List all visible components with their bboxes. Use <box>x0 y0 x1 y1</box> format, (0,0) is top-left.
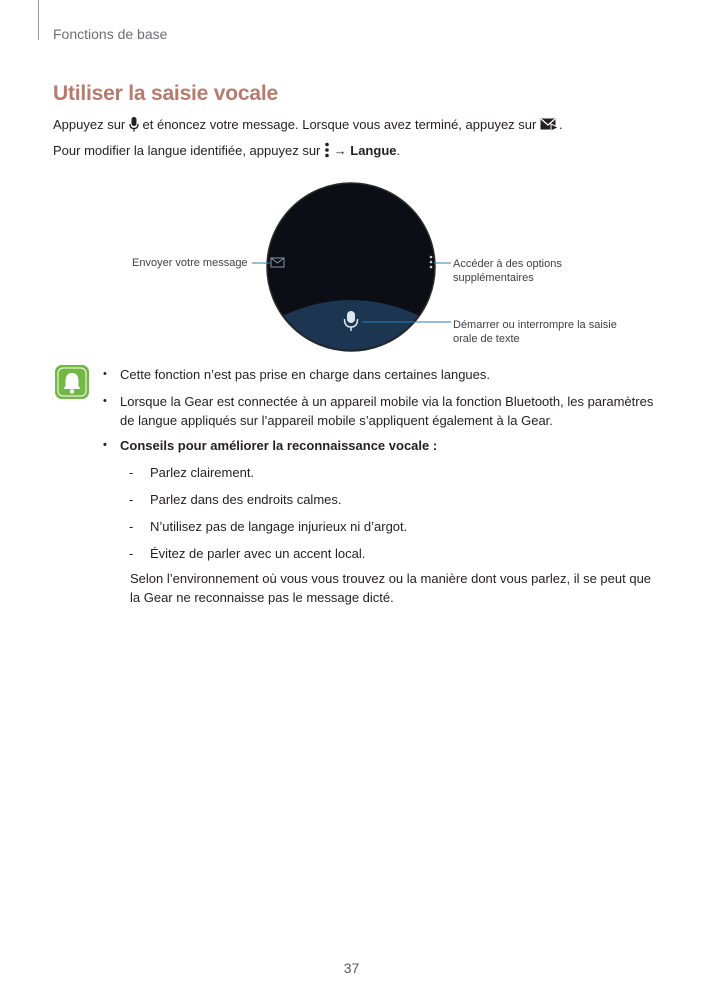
callout-send-message: Envoyer votre message <box>132 257 248 269</box>
callout-line-text: Démarrer ou interrompre la saisie <box>453 319 617 331</box>
page-number: 37 <box>343 960 360 976</box>
microphone-icon <box>129 117 139 132</box>
instruction-text: et énoncez votre message. Lorsque vous avez terminé, appuyez sur <box>142 117 537 132</box>
section-header: Fonctions de base <box>53 26 168 42</box>
arrow-glyph: → <box>333 143 347 158</box>
watch-screen-diagram <box>0 180 703 360</box>
notes-tail-text: Selon l’environnement où vous vous trouvez ou la manière dont vous parlez, il se peut que la Gear ne reconnaisse pas le message dicté. <box>130 571 652 605</box>
more-options-icon[interactable] <box>430 256 433 269</box>
list-item-heading: • Conseils pour améliorer la reconnaissance vocale : <box>98 436 658 455</box>
margin-rule <box>38 0 39 40</box>
instruction-paragraph-2 <box>53 142 400 158</box>
instruction-text: . <box>396 143 401 158</box>
notice-bell-icon <box>55 365 89 399</box>
instruction-text: Appuyez sur <box>53 117 126 132</box>
send-message-icon <box>540 117 559 132</box>
tip-item: - N’utilisez pas de langage injurieux ni d’argot. <box>98 517 658 536</box>
menu-option-langue: Langue <box>350 143 397 158</box>
more-options-icon <box>324 142 330 158</box>
page-title: Utiliser la saisie vocale <box>53 82 278 105</box>
list-item: • Lorsque la Gear est connectée à un appareil mobile via la fonction Bluetooth, les paramètres de langue appliqués sur l’appareil mobile s’appliquent également à la Gear. <box>98 392 658 430</box>
tip-item: - Parlez clairement. <box>98 463 658 482</box>
instruction-text: . <box>558 117 563 132</box>
callout-more-options <box>453 257 562 285</box>
callout-line-text: supplémentaires <box>453 272 534 284</box>
callout-voice-input <box>453 318 617 346</box>
instruction-text: Pour modifier la langue identifiée, appuyez sur <box>53 143 321 158</box>
callout-line-text: orale de texte <box>453 333 520 345</box>
notes-list <box>98 365 658 607</box>
tip-item: - Parlez dans des endroits calmes. <box>98 490 658 509</box>
instruction-paragraph-1 <box>53 117 563 132</box>
tip-item: - Évitez de parler avec un accent local. <box>98 544 658 563</box>
list-item: • Cette fonction n’est pas prise en charge dans certaines langues. <box>98 365 658 384</box>
callout-line-text: Accéder à des options <box>453 258 562 270</box>
